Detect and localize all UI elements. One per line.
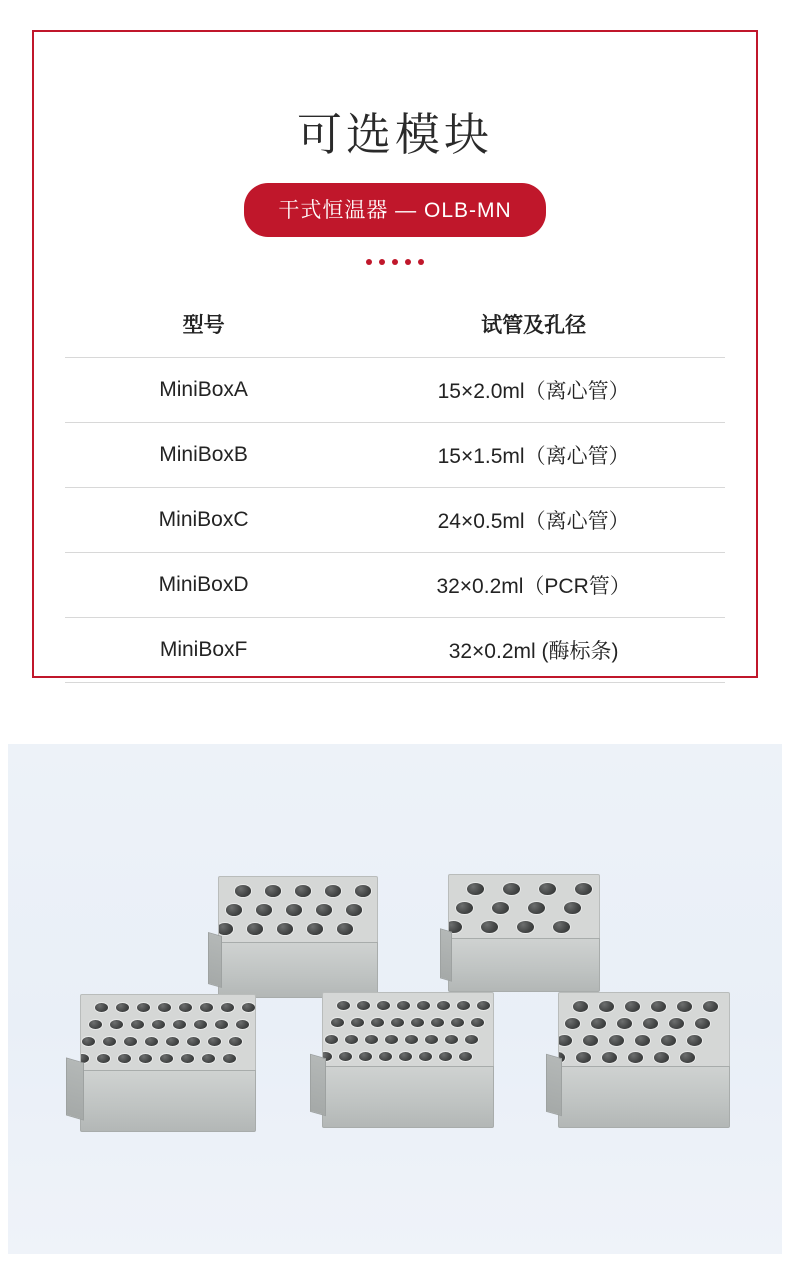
block-top-face xyxy=(448,874,600,940)
tube-hole xyxy=(139,1054,152,1063)
tube-hole xyxy=(110,1020,123,1029)
tube-hole xyxy=(131,1020,144,1029)
page-title: 可选模块 xyxy=(296,109,493,160)
tube-hole xyxy=(391,1018,404,1027)
tube-hole xyxy=(194,1020,207,1029)
tube-hole xyxy=(202,1054,215,1063)
tube-hole xyxy=(377,1001,390,1010)
tube-hole xyxy=(256,904,272,916)
tube-hole xyxy=(565,1018,580,1029)
tube-hole xyxy=(680,1052,695,1063)
tube-hole xyxy=(295,885,311,897)
tube-hole xyxy=(439,1052,452,1061)
tube-hole xyxy=(229,1037,242,1046)
tube-hole xyxy=(669,1018,684,1029)
tube-hole xyxy=(471,1018,484,1027)
table-row xyxy=(65,358,725,423)
tube-hole xyxy=(677,1001,692,1012)
dot-icon xyxy=(392,259,398,265)
tube-hole xyxy=(564,902,581,914)
tube-hole xyxy=(277,923,293,935)
module-block-bottom-left xyxy=(66,994,266,1134)
cell-tube: 32×0.2ml（PCR管） xyxy=(342,553,725,618)
tube-hole xyxy=(365,1035,378,1044)
tube-hole xyxy=(628,1052,643,1063)
tube-hole xyxy=(528,902,545,914)
module-block-top-right xyxy=(440,874,610,994)
cell-tube: 32×0.2ml (酶标条) xyxy=(342,618,725,683)
tube-hole xyxy=(695,1018,710,1029)
block-top-face xyxy=(218,876,378,944)
tube-hole xyxy=(385,1035,398,1044)
block-top-face xyxy=(80,994,256,1072)
tube-hole xyxy=(503,883,520,895)
tube-hole xyxy=(425,1035,438,1044)
tube-hole xyxy=(437,1001,450,1010)
tube-hole xyxy=(379,1052,392,1061)
table-row xyxy=(65,488,725,553)
tube-hole xyxy=(625,1001,640,1012)
tube-hole xyxy=(160,1054,173,1063)
tube-hole xyxy=(553,921,570,933)
tube-hole xyxy=(325,885,341,897)
tube-hole xyxy=(517,921,534,933)
tube-hole xyxy=(431,1018,444,1027)
table-row xyxy=(65,618,725,683)
cell-model: MiniBoxC xyxy=(65,488,342,553)
spec-table xyxy=(65,297,725,683)
tube-hole xyxy=(617,1018,632,1029)
tube-hole xyxy=(591,1018,606,1029)
dot-separator xyxy=(34,259,756,265)
tube-hole xyxy=(609,1035,624,1046)
tube-hole xyxy=(124,1037,137,1046)
tube-hole xyxy=(602,1052,617,1063)
tube-hole xyxy=(643,1018,658,1029)
tube-hole xyxy=(445,1035,458,1044)
tube-hole xyxy=(152,1020,165,1029)
tube-hole xyxy=(116,1003,129,1012)
badge-row xyxy=(34,183,756,237)
tube-hole xyxy=(357,1001,370,1010)
tube-hole xyxy=(481,921,498,933)
tube-hole xyxy=(221,1003,234,1012)
tube-hole xyxy=(223,1054,236,1063)
tube-hole xyxy=(226,904,242,916)
tube-hole xyxy=(137,1003,150,1012)
cell-tube: 24×0.5ml（离心管） xyxy=(342,488,725,553)
dot-icon xyxy=(418,259,424,265)
spec-card xyxy=(32,30,758,678)
tube-hole xyxy=(465,1035,478,1044)
tube-hole xyxy=(337,1001,350,1010)
tube-hole xyxy=(345,1035,358,1044)
tube-hole xyxy=(576,1052,591,1063)
table-row xyxy=(65,423,725,488)
dot-icon xyxy=(379,259,385,265)
tube-hole xyxy=(145,1037,158,1046)
tube-hole xyxy=(215,1020,228,1029)
dot-icon xyxy=(405,259,411,265)
tube-hole xyxy=(687,1035,702,1046)
tube-hole xyxy=(103,1037,116,1046)
tube-hole xyxy=(286,904,302,916)
block-side-face xyxy=(546,1054,562,1117)
tube-hole xyxy=(558,1035,572,1046)
block-front-face xyxy=(322,1066,494,1128)
tube-hole xyxy=(247,923,263,935)
tube-hole xyxy=(456,902,473,914)
tube-hole xyxy=(467,883,484,895)
cell-model: MiniBoxD xyxy=(65,553,342,618)
block-front-face xyxy=(448,938,600,992)
tube-hole xyxy=(181,1054,194,1063)
tube-hole xyxy=(351,1018,364,1027)
tube-hole xyxy=(307,923,323,935)
tube-hole xyxy=(179,1003,192,1012)
column-header-tube: 试管及孔径 xyxy=(481,314,587,337)
tube-hole xyxy=(651,1001,666,1012)
tube-hole xyxy=(405,1035,418,1044)
tube-hole xyxy=(97,1054,110,1063)
tube-hole xyxy=(208,1037,221,1046)
tube-hole xyxy=(337,923,353,935)
dot-icon xyxy=(366,259,372,265)
block-side-face xyxy=(208,932,222,988)
block-front-face xyxy=(80,1070,256,1132)
tube-hole xyxy=(166,1037,179,1046)
tube-hole xyxy=(573,1001,588,1012)
tube-hole xyxy=(316,904,332,916)
block-top-face xyxy=(558,992,730,1068)
tube-hole xyxy=(477,1001,490,1010)
table-row xyxy=(65,553,725,618)
tube-hole xyxy=(265,885,281,897)
tube-hole xyxy=(331,1018,344,1027)
module-block-bottom-right xyxy=(546,992,742,1132)
tube-hole xyxy=(118,1054,131,1063)
product-photo-panel xyxy=(8,744,782,1254)
tube-hole xyxy=(89,1020,102,1029)
cell-tube: 15×1.5ml（离心管） xyxy=(342,423,725,488)
cell-model: MiniBoxB xyxy=(65,423,342,488)
tube-hole xyxy=(82,1037,95,1046)
table-header-row xyxy=(65,297,725,358)
block-side-face xyxy=(310,1054,326,1117)
block-front-face xyxy=(558,1066,730,1128)
cell-model: MiniBoxF xyxy=(65,618,342,683)
tube-hole xyxy=(235,885,251,897)
tube-hole xyxy=(417,1001,430,1010)
tube-hole xyxy=(459,1052,472,1061)
module-block-top-left xyxy=(208,876,388,996)
tube-hole xyxy=(399,1052,412,1061)
tube-hole xyxy=(419,1052,432,1061)
tube-hole xyxy=(218,923,233,935)
tube-hole xyxy=(635,1035,650,1046)
product-badge: 干式恒温器 — OLB-MN xyxy=(244,183,545,237)
cell-tube: 15×2.0ml（离心管） xyxy=(342,358,725,423)
tube-hole xyxy=(173,1020,186,1029)
tube-hole xyxy=(339,1052,352,1061)
block-top-face xyxy=(322,992,494,1068)
tube-hole xyxy=(325,1035,338,1044)
block-side-face xyxy=(440,928,452,981)
tube-hole xyxy=(397,1001,410,1010)
cell-model: MiniBoxA xyxy=(65,358,342,423)
tube-hole xyxy=(451,1018,464,1027)
tube-hole xyxy=(187,1037,200,1046)
tube-hole xyxy=(158,1003,171,1012)
tube-hole xyxy=(95,1003,108,1012)
tube-hole xyxy=(411,1018,424,1027)
tube-hole xyxy=(599,1001,614,1012)
tube-hole xyxy=(371,1018,384,1027)
tube-hole xyxy=(359,1052,372,1061)
tube-hole xyxy=(355,885,371,897)
tube-hole xyxy=(346,904,362,916)
column-header-model: 型号 xyxy=(182,314,225,337)
tube-hole xyxy=(539,883,556,895)
tube-hole xyxy=(492,902,509,914)
tube-hole xyxy=(575,883,592,895)
module-block-bottom-center xyxy=(310,992,506,1132)
tube-hole xyxy=(457,1001,470,1010)
tube-hole xyxy=(583,1035,598,1046)
tube-hole xyxy=(242,1003,255,1012)
block-side-face xyxy=(66,1057,84,1120)
tube-hole xyxy=(703,1001,718,1012)
tube-hole xyxy=(236,1020,249,1029)
tube-hole xyxy=(654,1052,669,1063)
tube-hole xyxy=(200,1003,213,1012)
tube-hole xyxy=(661,1035,676,1046)
block-front-face xyxy=(218,942,378,998)
